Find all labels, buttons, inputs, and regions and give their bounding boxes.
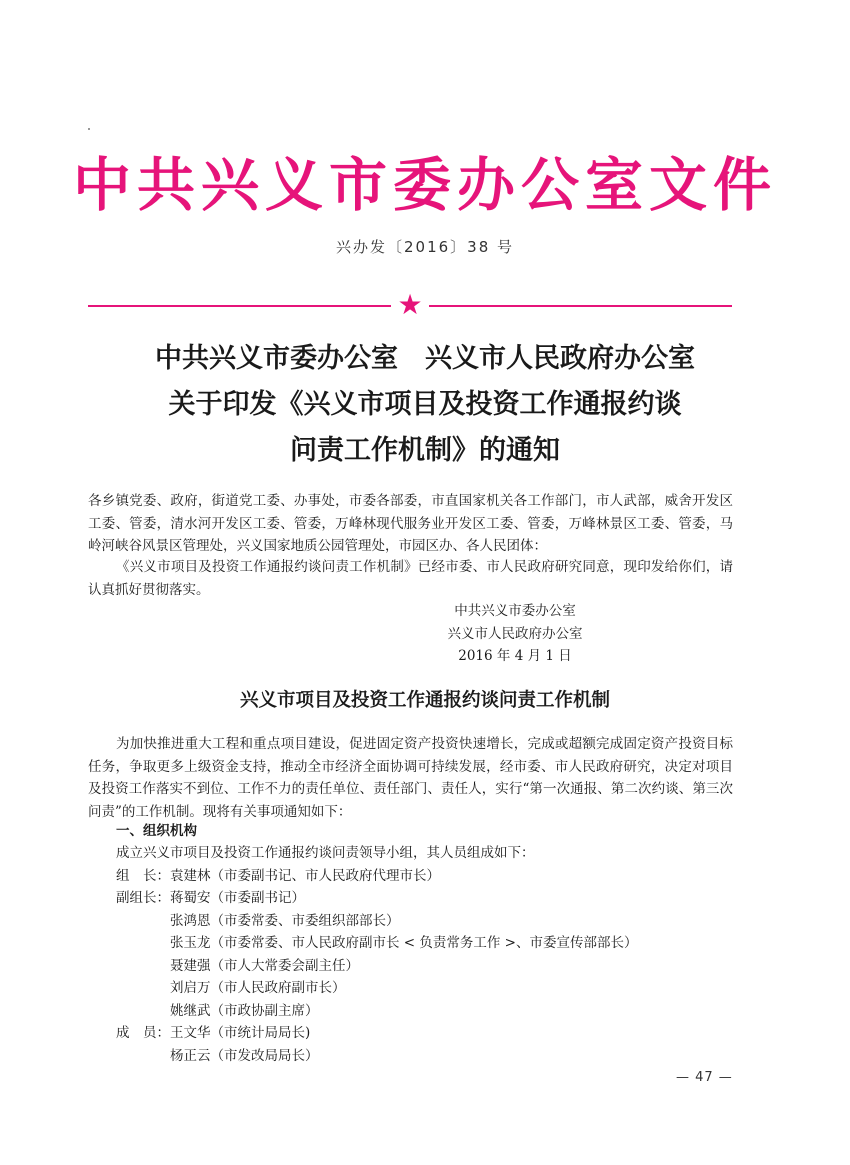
- notice-title: [0, 336, 850, 474]
- mechanism-intro-paragraph: 为加快推进重大工程和重点项目建设，促进固定资产投资快速增长，完成或超额完成固定资产投资目标任务，争取更多上级资金支持，推动全市经济全面协调可持续发展，经市委、市人民政府研究，决定对项目及投资工作落实不到位、工作不力的责任单位、责任部门、责任人，实行“第一次通报、第二次约谈、第三次问责”的工作机制。现将有关事项通知如下：: [88, 736, 733, 820]
- member-line: 聂建强（市人大常委会副主任）: [116, 957, 359, 974]
- notice-title-line: 中共兴义市委办公室 兴义市人民政府办公室: [155, 343, 695, 374]
- page-number: — 47 —: [676, 1070, 733, 1085]
- divider-line-right: [429, 305, 732, 307]
- signature-line: 兴义市人民政府办公室: [447, 625, 583, 642]
- header-divider: [88, 288, 732, 321]
- star-icon: ★: [397, 288, 423, 321]
- member-list: [116, 842, 638, 1067]
- notice-intro-paragraph: 《兴义市项目及投资工作通报约谈问责工作机制》已经市委、市人民政府研究同意，现印发给你们，请认真抓好贯彻落实。: [88, 559, 733, 598]
- scan-dot: [88, 128, 90, 130]
- member-line: 姚继武（市政协副主席）: [116, 1002, 319, 1019]
- signature-block: [0, 600, 850, 668]
- member-line: 杨正云（市发改局局长）: [116, 1047, 319, 1064]
- divider-line-left: [88, 305, 391, 307]
- signature-line: 中共兴义市委办公室: [454, 603, 576, 619]
- document-number: 兴办发〔2016〕38 号: [335, 238, 515, 256]
- member-line: 组 长：袁建林（市委副书记、市人民政府代理市长）: [116, 867, 440, 884]
- member-list-intro: 成立兴义市项目及投资工作通报约谈问责领导小组，其人员组成如下：: [116, 845, 535, 861]
- member-line: 张鸿恩（市委常委、市委组织部部长）: [116, 912, 400, 929]
- member-line: 副组长：蒋蜀安（市委副书记）: [116, 890, 305, 906]
- mechanism-title: 兴义市项目及投资工作通报约谈问责工作机制: [239, 690, 610, 711]
- member-line: 张玉龙（市委常委、市人民政府副市长 < 负责常务工作 >、市委宣传部部长）: [116, 935, 638, 951]
- notice-title-line: 问责工作机制》的通知: [290, 435, 560, 466]
- document-header-title: 中共兴义市委办公室文件: [72, 151, 777, 219]
- section-heading: 一、组织机构: [116, 823, 197, 839]
- notice-title-line: 关于印发《兴义市项目及投资工作通报约谈: [168, 389, 682, 420]
- signature-date: 2016 年 4 月 1 日: [458, 648, 572, 664]
- member-line: 成 员：王文华（市统计局局长): [116, 1025, 311, 1041]
- addressee-paragraph: 各乡镇党委、政府，街道党工委、办事处，市委各部委，市直国家机关各工作部门，市人武部，威舍开发区工委、管委，清水河开发区工委、管委，万峰林现代服务业开发区工委、管委，万峰林景区工委、管委，马岭河峡谷风景区管理处，兴义国家地质公园管理处，市园区办、各人民团体：: [88, 493, 733, 554]
- member-line: 刘启万（市人民政府副市长）: [116, 980, 346, 996]
